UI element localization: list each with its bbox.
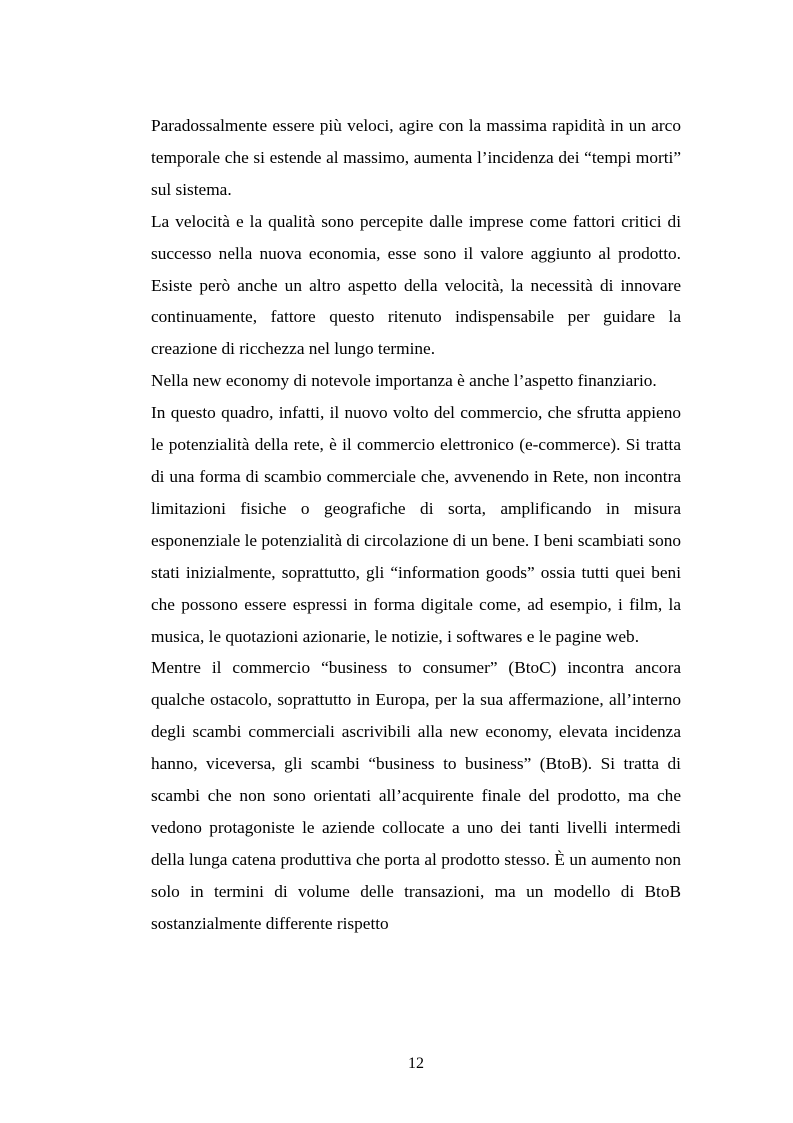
- paragraph-1: Paradossalmente essere più veloci, agire con la massima rapidità in un arco temporale che si estende al massimo, aumenta l’incidenza dei “tempi morti” sul sistema.: [151, 116, 681, 199]
- paragraph-5: Mentre il commercio “business to consumer” (BtoC) incontra ancora qualche ostacolo, soprattutto in Europa, per la sua affermazione, all’interno degli scambi commerciali ascrivibili alla new economy, elevata incidenza hanno, viceversa, gli scambi “business to business” (BtoB). Si tratta di scambi che non sono orientati all’acquirente finale del prodotto, ma che vedono protagoniste le aziende collocate a uno dei tanti livelli intermedi della lunga catena produttiva che porta al prodotto stesso. È un aumento non solo in termini di volume delle transazioni, ma un modello di BtoB sostanzialmente differente rispetto: [151, 658, 681, 933]
- page-number: 12: [408, 1055, 424, 1072]
- paragraph-3: Nella new economy di notevole importanza è anche l’aspetto finanziario.: [151, 371, 657, 391]
- paragraph-4: In questo quadro, infatti, il nuovo volto del commercio, che sfrutta appieno le potenzialità della rete, è il commercio elettronico (e-commerce). Si tratta di una forma di scambio commerciale che, avvenendo in Rete, non incontra limitazioni fisiche o geografiche di sorta, amplificando in misura esponenziale le potenzialità di circolazione di un bene. I beni scambiati sono stati inizialmente, soprattutto, gli “information goods” ossia tutti quei beni che possono essere espressi in forma digitale come, ad esempio, i film, la musica, le quotazioni azionarie, le notizie, i softwares e le pagine web.: [151, 403, 681, 646]
- document-body: [151, 110, 681, 940]
- paragraph-2: La velocità e la qualità sono percepite dalle imprese come fattori critici di successo nella nuova economia, esse sono il valore aggiunto al prodotto. Esiste però anche un altro aspetto della velocità, la necessità di innovare continuamente, fattore questo ritenuto indispensabile per guidare la creazione di ricchezza nel lungo termine.: [151, 211, 681, 359]
